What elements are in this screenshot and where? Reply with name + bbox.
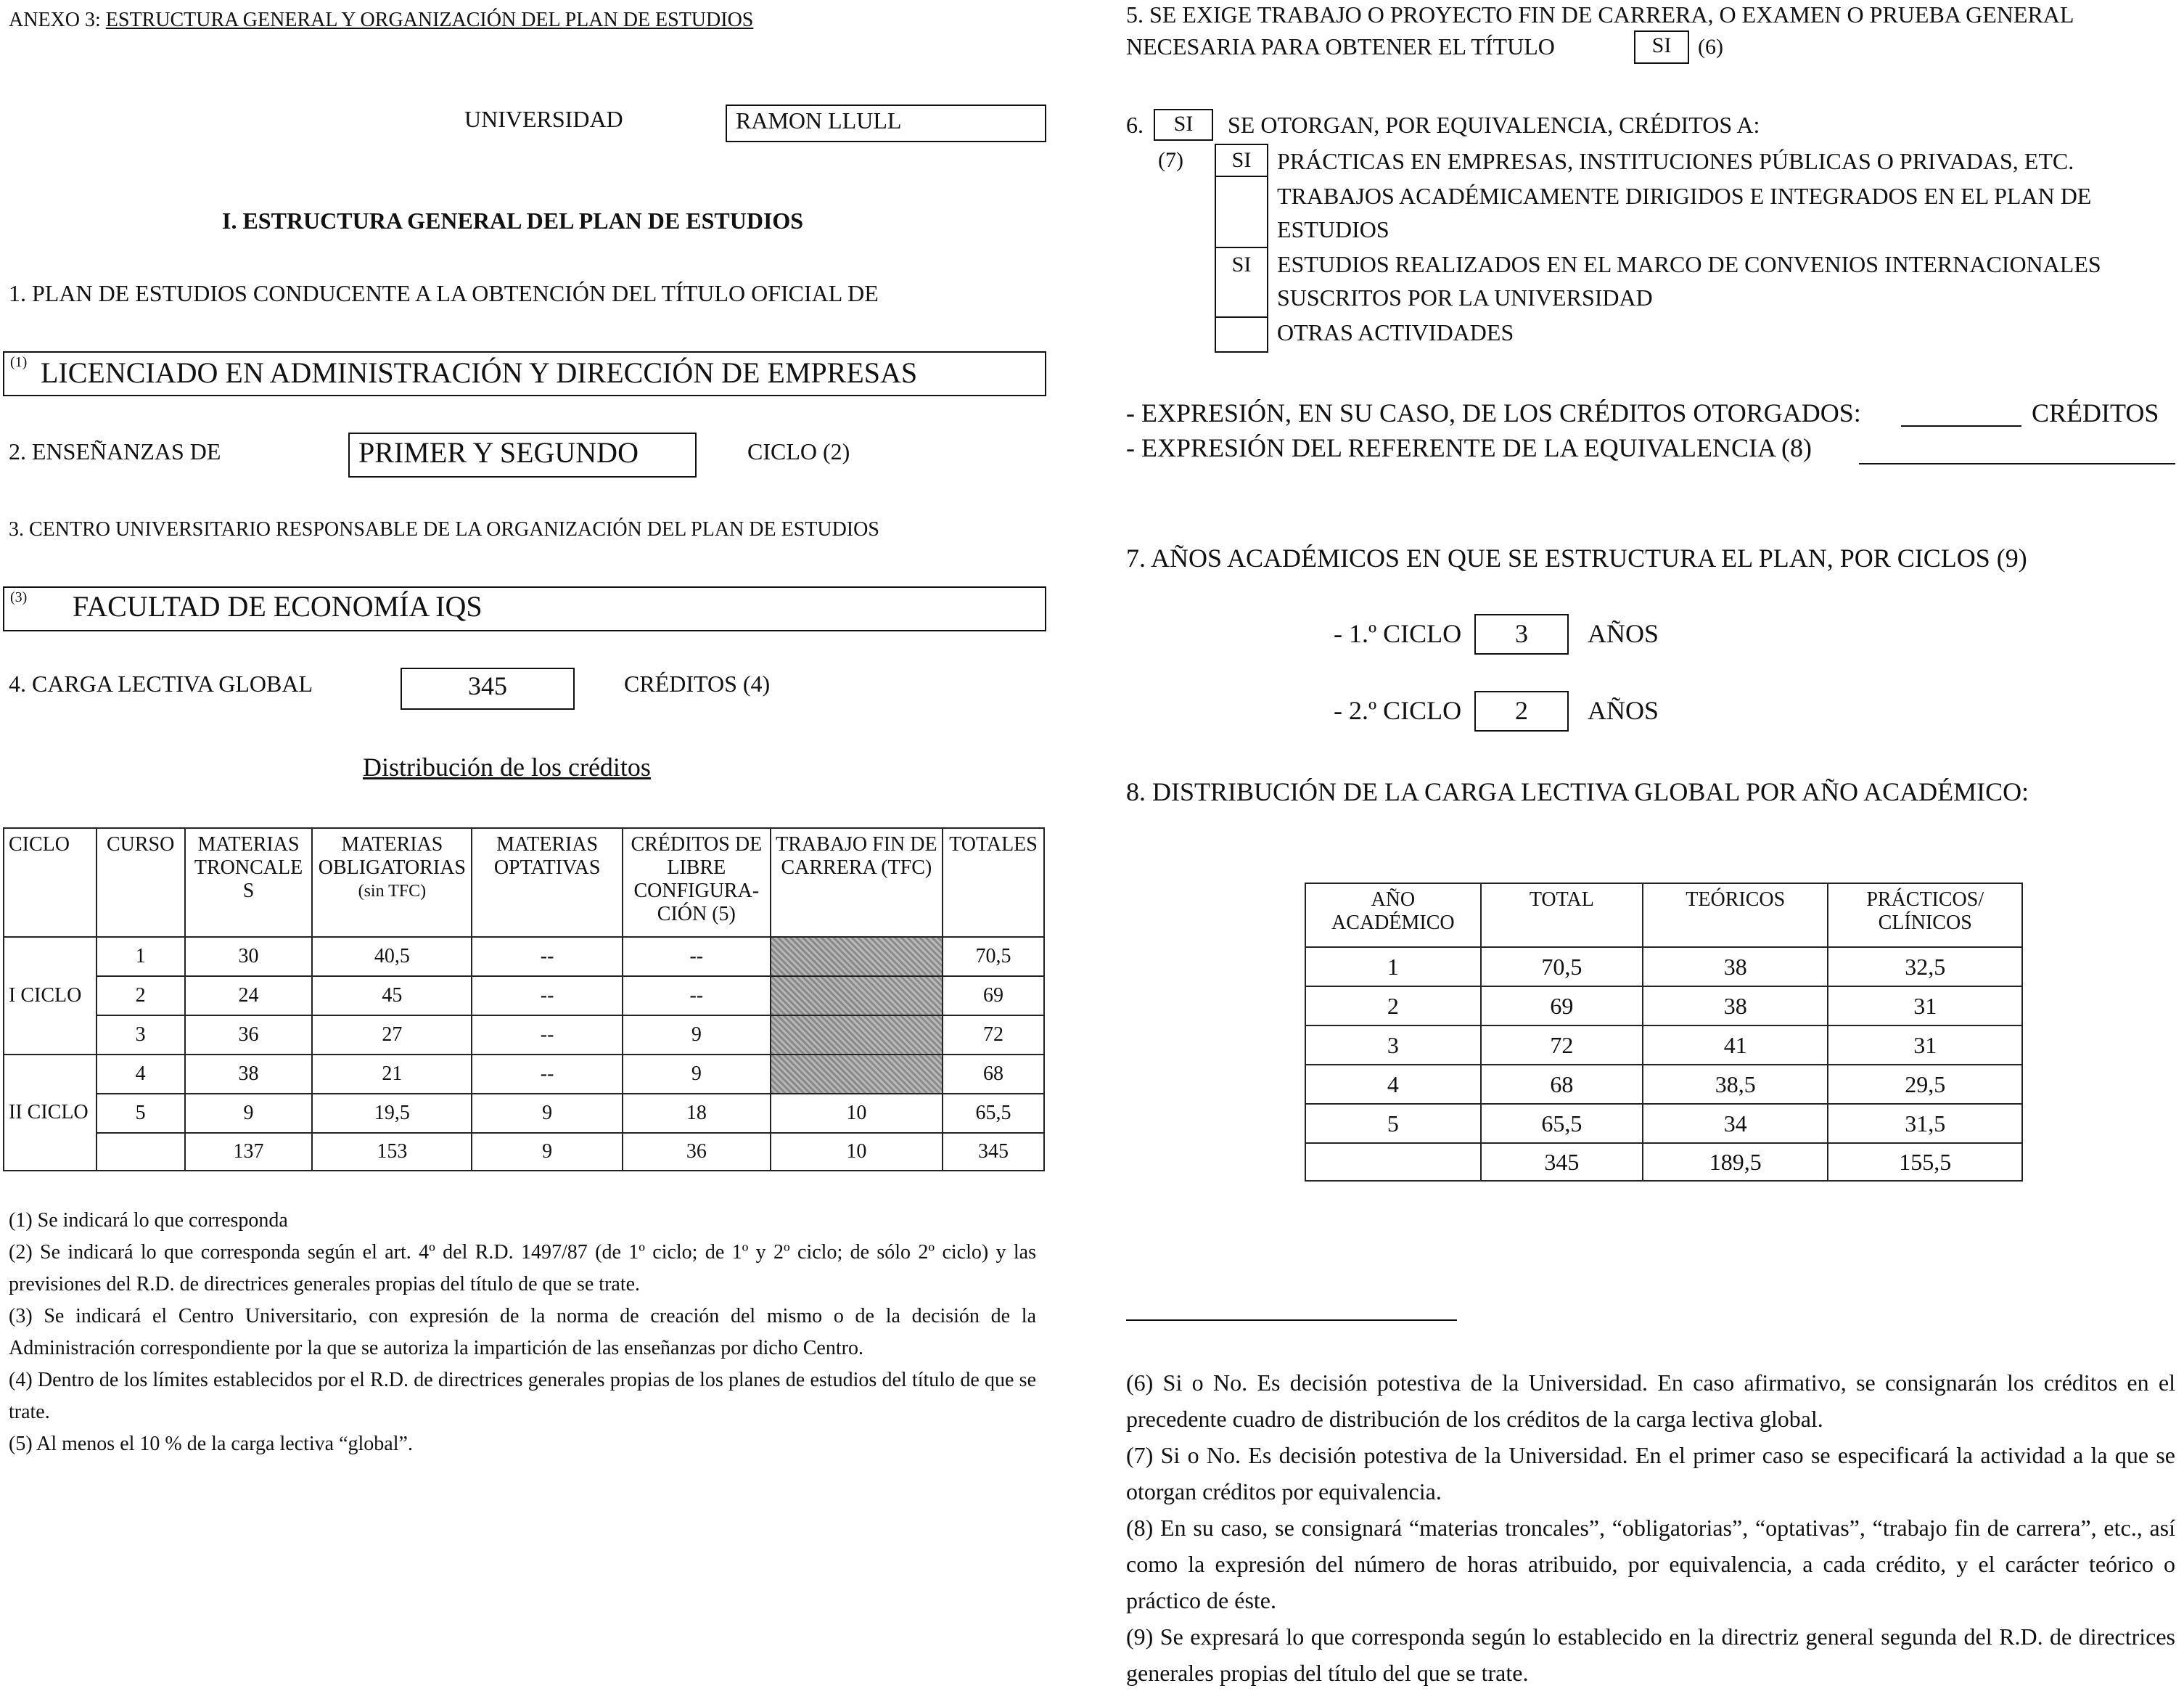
header-practicos-line: CLÍNICOS	[1878, 912, 1972, 934]
cell-practicos: 32,5	[1828, 947, 2022, 986]
cycle-2-label: II CICLO	[4, 1055, 97, 1171]
header-practicos-line: PRÁCTICOS/	[1866, 888, 1984, 911]
table-row	[1305, 986, 2022, 1025]
option-convenios-label: ESTUDIOS REALIZADOS EN EL MARCO DE CONVENIOS INTERNACIONALES	[1277, 251, 2101, 277]
cell-troncales: 30	[185, 937, 313, 976]
total-total: 345	[1481, 1143, 1643, 1181]
footnote-1: (1) Se indicará lo que corresponda	[9, 1209, 288, 1232]
table-row	[4, 1055, 1044, 1094]
cell-optativas: 9	[472, 1094, 623, 1133]
table-header-row	[1305, 883, 2022, 947]
cell-tfc-shaded	[771, 937, 943, 976]
cell-obligatorias: 45	[312, 976, 472, 1015]
item3-label: 3. CENTRO UNIVERSITARIO RESPONSABLE DE LA ORGANIZACIÓN DEL PLAN DE ESTUDIOS	[9, 518, 879, 541]
item4-suffix: CRÉDITOS (4)	[624, 671, 771, 697]
total-practicos: 155,5	[1828, 1143, 2022, 1181]
option-trabajos-label: ESTUDIOS	[1277, 216, 1389, 242]
table-row	[4, 937, 1044, 976]
header-obligatorias-line: MATERIAS	[341, 833, 443, 856]
item8-label: 8. DISTRIBUCIÓN DE LA CARGA LECTIVA GLOBAL POR AÑO ACADÉMICO:	[1126, 777, 2029, 806]
left-footnotes	[9, 1205, 1036, 1460]
cell-curso: 5	[97, 1094, 185, 1133]
header-year-line: ACADÉMICO	[1331, 912, 1455, 934]
header-tfc	[771, 828, 943, 937]
item5-line1: 5. SE EXIGE TRABAJO O PROYECTO FIN DE CARRERA, O EXAMEN O PRUEBA GENERAL	[1126, 1, 2074, 28]
cell-optativas: --	[472, 1055, 623, 1094]
table-totals-row	[1305, 1143, 2022, 1181]
header-troncales-line: TRONCALE	[194, 856, 303, 879]
footnote-5: (5) Al menos el 10 % de la carga lectiva “global”.	[9, 1433, 413, 1455]
cell-obligatorias: 27	[312, 1015, 472, 1055]
cell-year: 2	[1305, 986, 1481, 1025]
cell-totales: 65,5	[943, 1094, 1044, 1133]
cell-teoricos: 34	[1643, 1104, 1828, 1143]
header-obligatorias	[312, 828, 472, 937]
cell-troncales: 38	[185, 1055, 313, 1094]
item1-note: (1)	[10, 354, 28, 370]
university-value: RAMON LLULL	[736, 107, 902, 134]
expr2-label: - EXPRESIÓN DEL REFERENTE DE LA EQUIVALENCIA (8)	[1126, 433, 1812, 462]
table-header-row	[4, 828, 1044, 937]
cycle2-years-label: AÑOS	[1588, 696, 1659, 725]
cell-practicos: 29,5	[1828, 1065, 2022, 1104]
teaching-cycles-value: PRIMER Y SEGUNDO	[358, 436, 639, 469]
cell-optativas: --	[472, 976, 623, 1015]
expr1-label: - EXPRESIÓN, EN SU CASO, DE LOS CRÉDITOS OTORGADOS:	[1126, 398, 1861, 427]
cell-optativas: --	[472, 1015, 623, 1055]
table-totals-row	[4, 1133, 1044, 1171]
cell-teoricos: 38	[1643, 986, 1828, 1025]
cell-libre: 9	[623, 1055, 771, 1094]
cell-tfc: 10	[771, 1094, 943, 1133]
header-optativas-line: MATERIAS	[496, 833, 599, 856]
header-libre	[623, 828, 771, 937]
header-curso: CURSO	[97, 828, 185, 937]
equivalence-value: SI	[1173, 112, 1194, 136]
cell-obligatorias: 21	[312, 1055, 472, 1094]
header-troncales-line: S	[242, 880, 255, 902]
table-row	[1305, 1025, 2022, 1065]
total-tfc: 10	[771, 1133, 943, 1171]
cell-libre: --	[623, 937, 771, 976]
total-libre: 36	[623, 1133, 771, 1171]
option-divider	[1215, 316, 1268, 318]
expr1-suffix: CRÉDITOS	[2032, 398, 2159, 427]
cell-teoricos: 41	[1643, 1025, 1828, 1065]
header-teoricos: TEÓRICOS	[1643, 883, 1828, 947]
table-row	[4, 1015, 1044, 1055]
cycle1-label: - 1.º CICLO	[1334, 619, 1462, 648]
header-tfc-line: CARRERA (TFC)	[781, 856, 932, 879]
item2-label: 2. ENSEÑANZAS DE	[9, 438, 221, 464]
cell-total: 70,5	[1481, 947, 1643, 986]
item5-note: (6)	[1698, 35, 1723, 59]
cell-curso: 2	[97, 976, 185, 1015]
footnote-4: (4) Dentro de los límites establecidos por el R.D. de directrices generales propias de los planes de estudios del título de que se trate.	[9, 1369, 1036, 1423]
center-value: FACULTAD DE ECONOMÍA IQS	[73, 590, 483, 623]
annex-prefix: ANEXO 3:	[9, 9, 101, 31]
header-ciclo: CICLO	[4, 828, 97, 937]
cell-libre: 18	[623, 1094, 771, 1133]
item4-label: 4. CARGA LECTIVA GLOBAL	[9, 671, 313, 697]
option-practicas-value: SI	[1231, 148, 1252, 172]
total-troncales: 137	[185, 1133, 313, 1171]
header-obligatorias-line: OBLIGATORIAS	[318, 856, 466, 879]
footnote-separator	[1126, 1319, 1457, 1321]
cell-obligatorias: 19,5	[312, 1094, 472, 1133]
option-divider	[1215, 176, 1268, 177]
distribution-title: Distribución de los créditos	[363, 753, 651, 782]
cell-teoricos: 38,5	[1643, 1065, 1828, 1104]
table-row	[1305, 1065, 2022, 1104]
header-troncales	[185, 828, 313, 937]
global-load-value: 345	[468, 671, 507, 700]
footnote-8: (8) En su caso, se consignará “materias troncales”, “obligatorias”, “optativas”, “trabajo fin de carrera”, etc., así como la expresión del número de horas atribuido, por equivalencia, a cada crédito, y el carácter teórico o práctico de éste.	[1126, 1515, 2175, 1613]
total-totales: 345	[943, 1133, 1044, 1171]
item7-label: 7. AÑOS ACADÉMICOS EN QUE SE ESTRUCTURA EL PLAN, POR CICLOS (9)	[1126, 544, 2027, 573]
option-divider	[1215, 247, 1268, 248]
item1-label: 1. PLAN DE ESTUDIOS CONDUCENTE A LA OBTENCIÓN DEL TÍTULO OFICIAL DE	[9, 280, 879, 306]
section-title: I. ESTRUCTURA GENERAL DEL PLAN DE ESTUDIOS	[222, 208, 804, 234]
cycle2-years-value: 2	[1515, 696, 1528, 725]
footnote-7: (7) Si o No. Es decisión potestiva de la Universidad. En el primer caso se especificará la actividad a la que se otorgan créditos por equivalencia.	[1126, 1442, 2175, 1504]
cell-practicos: 31	[1828, 1025, 2022, 1065]
header-troncales-line: MATERIAS	[197, 833, 300, 856]
cell-teoricos: 38	[1643, 947, 1828, 986]
header-year-line: AÑO	[1371, 888, 1416, 911]
final-project-value: SI	[1651, 33, 1672, 57]
cell-curso: 1	[97, 937, 185, 976]
cell-year: 1	[1305, 947, 1481, 986]
table-row	[4, 1094, 1044, 1133]
header-year	[1305, 883, 1481, 947]
cell-libre: --	[623, 976, 771, 1015]
university-label: UNIVERSIDAD	[464, 106, 623, 132]
option-convenios-value: SI	[1231, 253, 1252, 277]
cell-totales: 70,5	[943, 937, 1044, 976]
cell-totales: 72	[943, 1015, 1044, 1055]
header-practicos	[1828, 883, 2022, 947]
cell-tfc-shaded	[771, 1015, 943, 1055]
header-totales: TOTALES	[943, 828, 1044, 937]
cell-curso: 4	[97, 1055, 185, 1094]
cell-year: 4	[1305, 1065, 1481, 1104]
cell-troncales: 9	[185, 1094, 313, 1133]
cell-obligatorias: 40,5	[312, 937, 472, 976]
footnote-6: (6) Si o No. Es decisión potestiva de la Universidad. En caso afirmativo, se consignarán los créditos en el precedente cuadro de distribución de los créditos de la carga lectiva global.	[1126, 1369, 2175, 1432]
option-practicas-label: PRÁCTICAS EN EMPRESAS, INSTITUCIONES PÚBLICAS O PRIVADAS, ETC.	[1277, 148, 2074, 174]
annex-title: ESTRUCTURA GENERAL Y ORGANIZACIÓN DEL PLAN DE ESTUDIOS	[105, 9, 754, 31]
item6-number: 6.	[1126, 112, 1144, 138]
header-libre-line: CRÉDITOS DE	[631, 833, 763, 856]
cell-total: 72	[1481, 1025, 1643, 1065]
annex-heading	[9, 9, 753, 32]
option-trabajos-label: TRABAJOS ACADÉMICAMENTE DIRIGIDOS E INTEGRADOS EN EL PLAN DE	[1277, 183, 2092, 209]
table-row	[1305, 1104, 2022, 1143]
cell-tfc-shaded	[771, 976, 943, 1015]
footnote-9: (9) Se expresará lo que corresponda según lo establecido en la directriz general segunda del R.D. de directrices generales propias del título del que se trate.	[1126, 1624, 2175, 1686]
cell-curso: 3	[97, 1015, 185, 1055]
table-row	[4, 976, 1044, 1015]
header-tfc-line: TRABAJO FIN DE	[776, 833, 937, 856]
item6-label: SE OTORGAN, POR EQUIVALENCIA, CRÉDITOS A:	[1228, 112, 1760, 138]
total-teoricos: 189,5	[1643, 1143, 1828, 1181]
cell-curso	[97, 1133, 185, 1171]
cycle1-years-label: AÑOS	[1588, 619, 1659, 648]
cell-totales: 69	[943, 976, 1044, 1015]
item5-line2: NECESARIA PARA OBTENER EL TÍTULO	[1126, 33, 1555, 60]
total-optativas: 9	[472, 1133, 623, 1171]
header-libre-line: CONFIGURA-	[633, 880, 760, 902]
cell-troncales: 36	[185, 1015, 313, 1055]
total-obligatorias: 153	[312, 1133, 472, 1171]
option-otras-label: OTRAS ACTIVIDADES	[1277, 319, 1514, 345]
cycle-1-label: I CICLO	[4, 937, 97, 1055]
degree-title-value: LICENCIADO EN ADMINISTRACIÓN Y DIRECCIÓN DE EMPRESAS	[41, 356, 918, 389]
annual-load-table	[1305, 883, 2023, 1182]
cell-totales: 68	[943, 1055, 1044, 1094]
right-footnotes	[1126, 1364, 2175, 1691]
item6-note: (7)	[1158, 148, 1183, 172]
cell-troncales: 24	[185, 976, 313, 1015]
cell-total: 68	[1481, 1065, 1643, 1104]
footnote-2: (2) Se indicará lo que corresponda según el art. 4º del R.D. 1497/87 (de 1º ciclo; de 1º y 2º ciclo; de sólo 2º ciclo) y las previsiones del R.D. de directrices generales propias del título de que se trate.	[9, 1241, 1036, 1295]
cell-total: 65,5	[1481, 1104, 1643, 1143]
footnote-3: (3) Se indicará el Centro Universitario, con expresión de la norma de creación del mismo o de la decisión de la Administración correspondiente por la que se autoriza la impartición de las enseñanzas por dicho Centro.	[9, 1305, 1036, 1359]
cell-year: 3	[1305, 1025, 1481, 1065]
header-total: TOTAL	[1481, 883, 1643, 947]
header-optativas	[472, 828, 623, 937]
header-libre-line: CIÓN (5)	[657, 903, 736, 925]
cell-total: 69	[1481, 986, 1643, 1025]
header-obligatorias-line: (sin TFC)	[358, 882, 427, 901]
table-row	[1305, 947, 2022, 986]
item3-note: (3)	[10, 589, 28, 605]
cell-year: 5	[1305, 1104, 1481, 1143]
header-optativas-line: OPTATIVAS	[493, 856, 601, 879]
credits-distribution-table	[3, 827, 1045, 1171]
cell-practicos: 31,5	[1828, 1104, 2022, 1143]
cycle2-label: - 2.º CICLO	[1334, 696, 1462, 725]
option-convenios-label: SUSCRITOS POR LA UNIVERSIDAD	[1277, 284, 1653, 311]
cell-libre: 9	[623, 1015, 771, 1055]
cell-year	[1305, 1143, 1481, 1181]
item2-suffix: CICLO (2)	[747, 438, 850, 464]
cycle1-years-value: 3	[1515, 619, 1528, 648]
cell-tfc-shaded	[771, 1055, 943, 1094]
expr2-blank	[1859, 463, 2175, 464]
cell-optativas: --	[472, 937, 623, 976]
expr1-blank	[1901, 425, 2021, 427]
cell-practicos: 31	[1828, 986, 2022, 1025]
header-libre-line: LIBRE	[667, 856, 726, 879]
